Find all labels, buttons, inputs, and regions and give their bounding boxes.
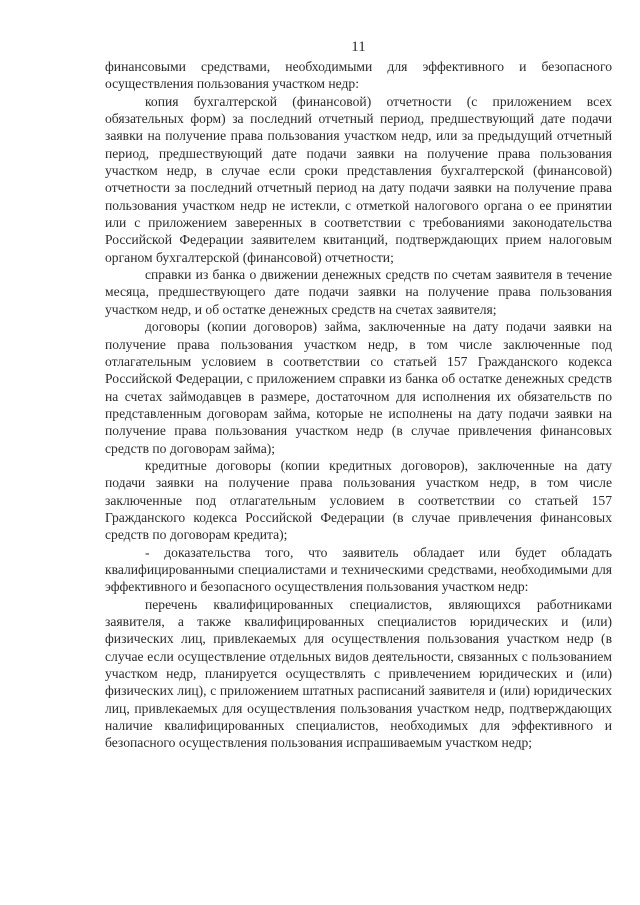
paragraph-bank-statements: справки из банка о движении денежных средств по счетам заявителя в течение месяца, предшествующего дате подачи заявки на получение права пользования участком недр, и об остатке денежных средств на счетах заявителя; <box>105 267 612 317</box>
paragraph-qualification-evidence: - доказательства того, что заявитель обладает или будет обладать квалифицированными специалистами и техническими средствами, необходимыми для эффективного и безопасного осуществления пользования участком недр: <box>105 544 612 595</box>
paragraph-credit-agreements: кредитные договоры (копии кредитных договоров), заключенные на дату подачи заявки на получение права пользования участком недр, в том числе заключенные под отлагательным условием в соответствии со статьей 157 Гражданского кодекса Российской Федерации (в случае привлечения финансовых средств по договорам кредита); <box>105 457 612 543</box>
paragraph-specialists-list: перечень квалифицированных специалистов, являющихся работниками заявителя, а также квалифицированных специалистов юридических и (или) физических лиц, привлекаемых для осуществления пользования участком недр (в случае если осуществление отдельных видов деятельности, связанных с пользованием участком недр, планируется осуществлять с привлечением юридических и (или) физических лиц), с приложением штатных расписаний заявителя и (или) юридических лиц, привлекаемых для осуществления пользования участком недр, подтверждающих наличие квалифицированных специалистов, необходимых для эффективного и безопасного осуществления пользования испрашиваемым участком недр; <box>105 596 612 751</box>
paragraph-accounting-statements: копия бухгалтерской (финансовой) отчетности (с приложением всех обязательных форм) за последний отчетный период, предшествующий дате подачи заявки на получение права пользования участком недр, или за предыдущий отчетный период, предшествующий дате подачи заявки на получение права пользования участком недр, в случае если сроки представления бухгалтерской (финансовой) отчетности за последний отчетный период на дату подачи заявки на получение права пользования участком недр не истекли, с отметкой налогового органа о ее принятии или с приложением заверенных в соответствии с требованиями законодательства Российской Федерации заявителем квитанций, подтверждающих прием налоговым органом бухгалтерской (финансовой) отчетности; <box>105 93 612 265</box>
page-number: 11 <box>351 39 366 55</box>
paragraph-continuation: финансовыми средствами, необходимыми для эффективного и безопасного осуществления пользования участком недр: <box>105 59 612 92</box>
paragraph-loan-agreements: договоры (копии договоров) займа, заключенные на дату подачи заявки на получение права пользования участком недр, в том числе заключенные под отлагательным условием в соответствии со статьей 157 Гражданского кодекса Российской Федерации, с приложением справки из банка об остатке денежных средств на счетах займодавцев в размере, достаточном для исполнения их обязательств по представленным договорам займа, которые не исполнены на дату подачи заявки на получение права пользования участком недр (в случае привлечения финансовых средств по договорам займа); <box>105 319 612 456</box>
